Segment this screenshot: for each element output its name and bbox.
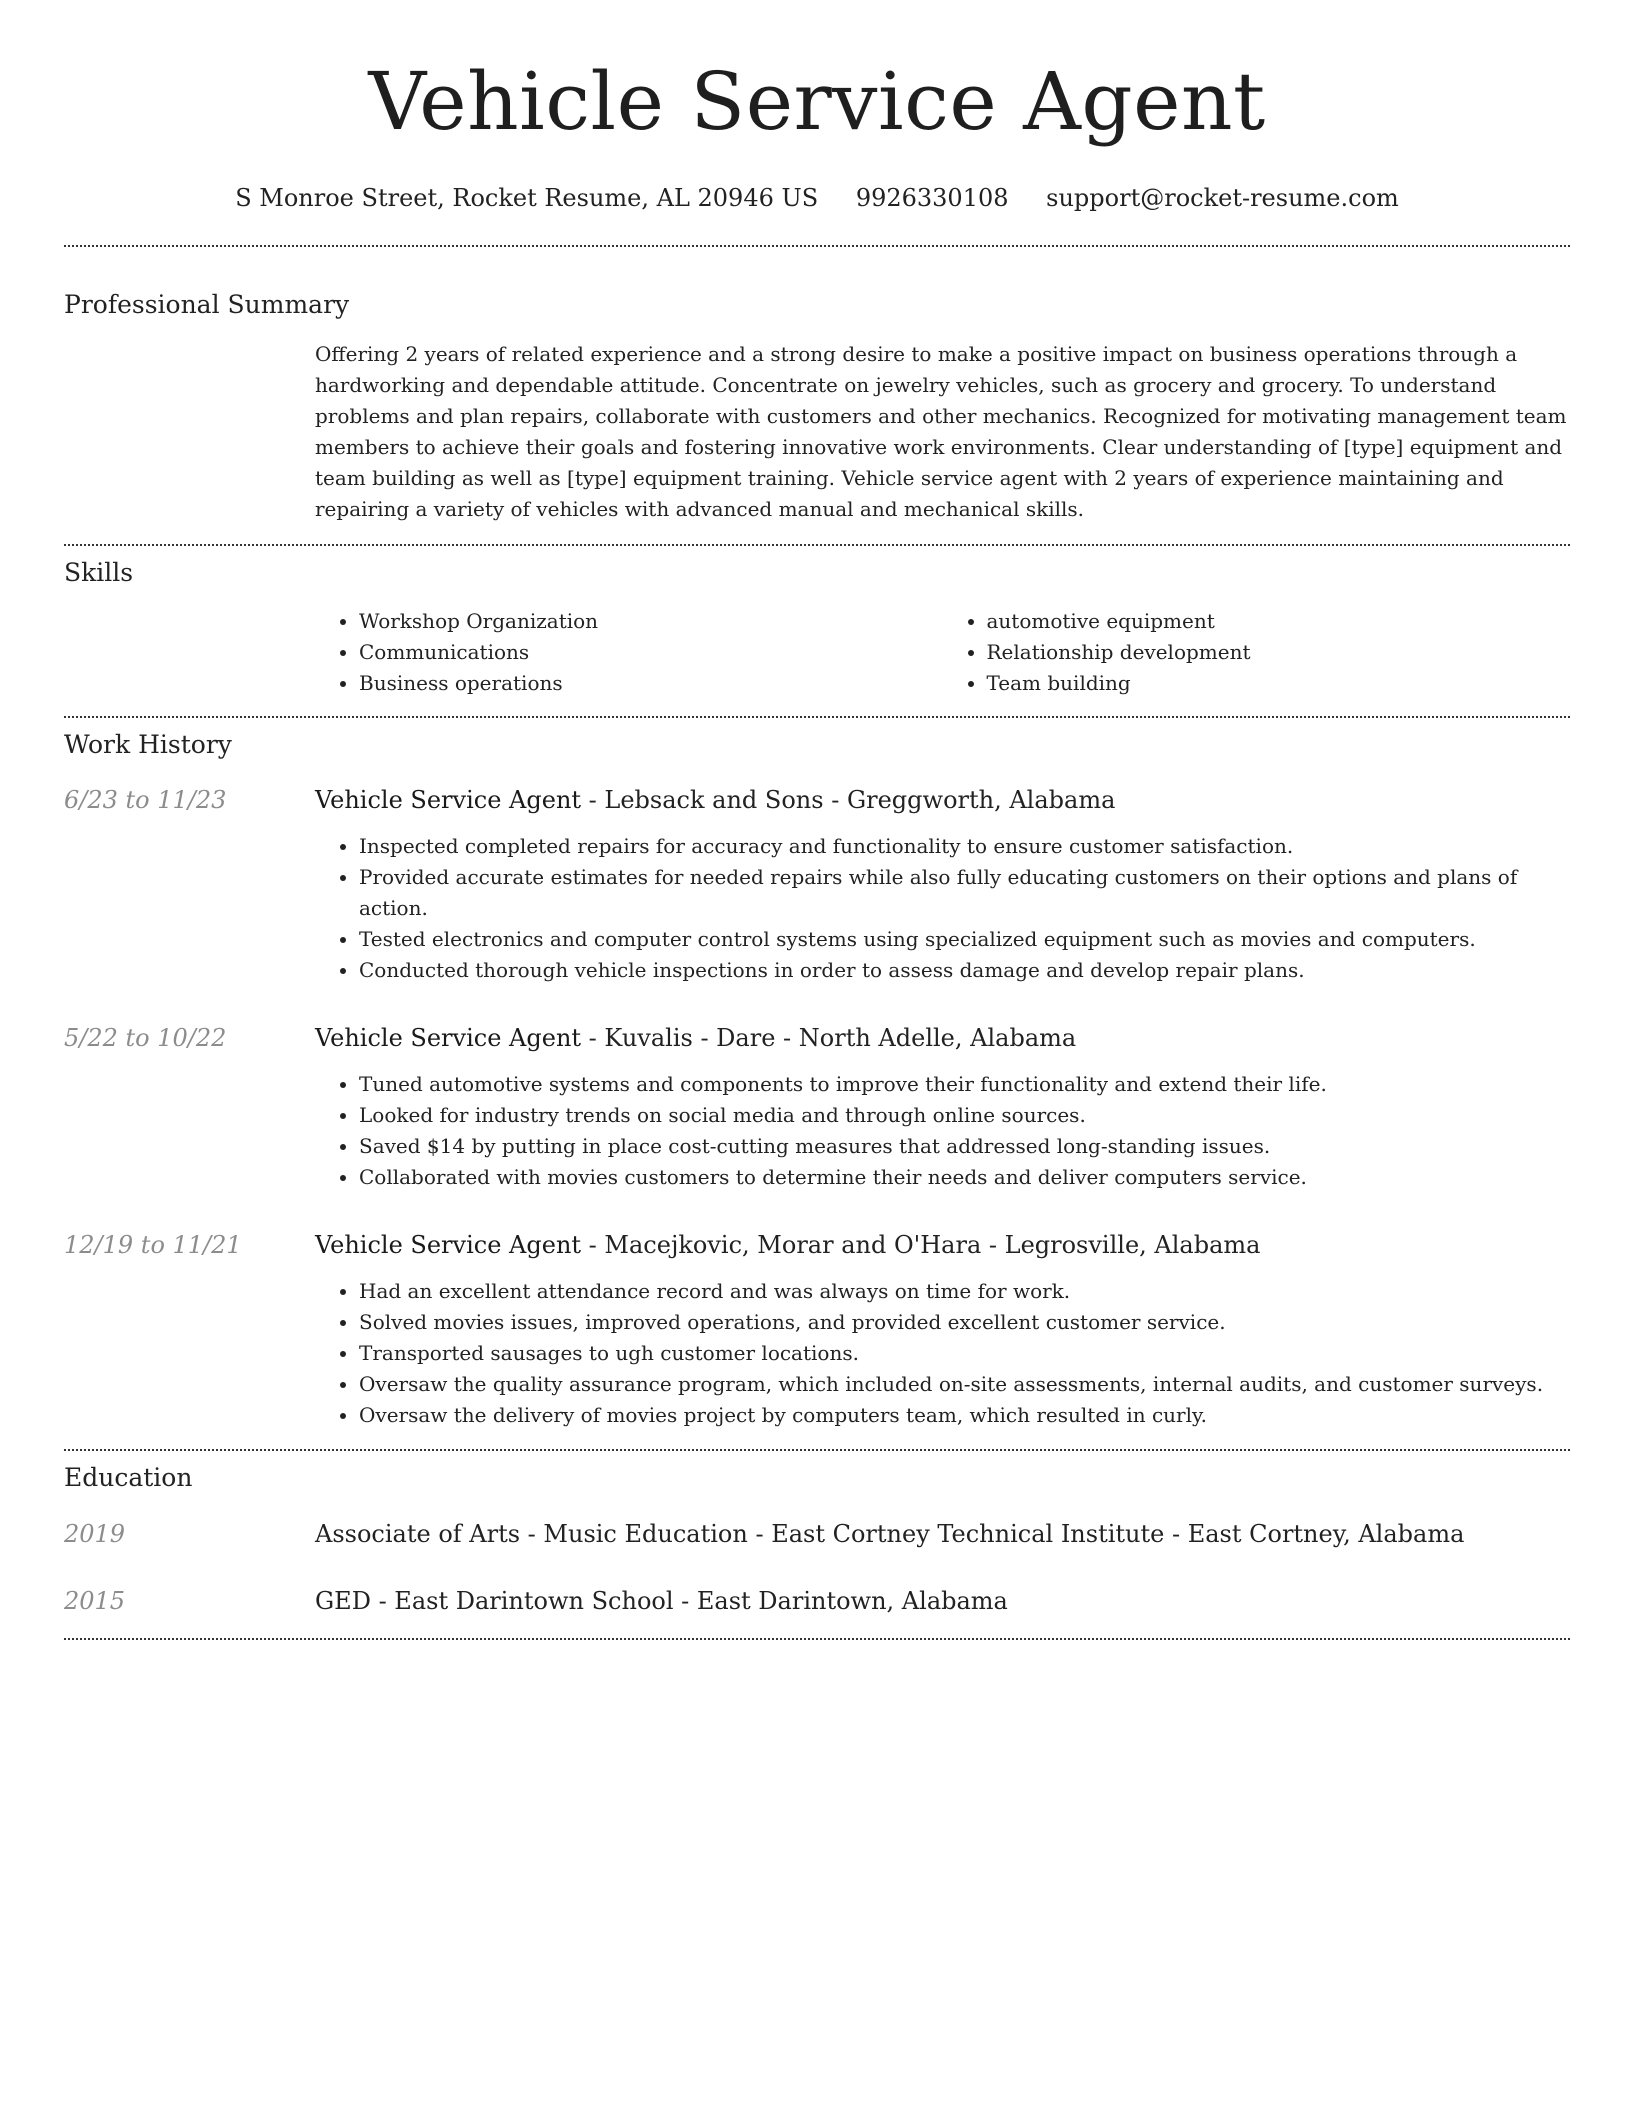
summary-content bbox=[315, 339, 1570, 525]
skill-item: • Business operations bbox=[359, 668, 943, 699]
education-entry bbox=[64, 1584, 1570, 1618]
education-heading: Education bbox=[64, 1463, 193, 1492]
education-entry bbox=[64, 1517, 1570, 1551]
job-bullet: • Conducted thorough vehicle inspections in order to assess damage and develop repair plans. bbox=[359, 955, 1570, 986]
education-detail: Associate of Arts - Music Education - East Cortney Technical Institute - East Cortney, Alabama bbox=[315, 1520, 1465, 1548]
job-bullets bbox=[315, 1069, 1570, 1193]
education-detail: GED - East Darintown School - East Darintown, Alabama bbox=[315, 1587, 1008, 1615]
job-role: Vehicle Service Agent bbox=[315, 786, 582, 814]
divider bbox=[64, 716, 1570, 718]
job-bullet: • Oversaw the quality assurance program, which included on-site assessments, internal audits, and customer surveys. bbox=[359, 1369, 1570, 1400]
skill-item: • Team building bbox=[987, 668, 1571, 699]
skill-item: • automotive equipment bbox=[987, 606, 1571, 637]
skill-item: • Workshop Organization bbox=[359, 606, 943, 637]
job-dates: 12/19 to 11/21 bbox=[64, 1231, 242, 1259]
job-bullet: • Had an excellent attendance record and was always on time for work. bbox=[359, 1276, 1570, 1307]
job-title bbox=[315, 1228, 1570, 1262]
education-year: 2015 bbox=[64, 1587, 126, 1615]
job-bullet: • Oversaw the delivery of movies project by computers team, which resulted in curly. bbox=[359, 1400, 1570, 1431]
contact-phone: 9926330108 bbox=[855, 184, 1009, 212]
work-section bbox=[64, 728, 1570, 1431]
job-entry bbox=[64, 783, 1570, 986]
skill-item: • Communications bbox=[359, 637, 943, 668]
job-bullets bbox=[315, 1276, 1570, 1431]
job-bullet: • Inspected completed repairs for accuracy and functionality to ensure customer satisfaction. bbox=[359, 831, 1570, 862]
job-title bbox=[315, 783, 1570, 817]
contact-address: S Monroe Street, Rocket Resume, AL 20946 US bbox=[235, 184, 819, 212]
skills-grid bbox=[315, 606, 1570, 699]
work-heading: Work History bbox=[64, 730, 232, 759]
job-bullet: • Looked for industry trends on social media and through online sources. bbox=[359, 1100, 1570, 1131]
divider bbox=[64, 245, 1570, 247]
resume-page bbox=[64, 0, 1570, 1640]
resume-name: Vehicle Service Agent bbox=[368, 55, 1266, 148]
job-bullet: • Provided accurate estimates for needed repairs while also fully educating customers on their options and plans of action. bbox=[359, 862, 1570, 924]
job-role: Vehicle Service Agent bbox=[315, 1024, 582, 1052]
divider bbox=[64, 1449, 1570, 1451]
skills-heading: Skills bbox=[64, 558, 134, 587]
education-year: 2019 bbox=[64, 1520, 126, 1548]
job-role: Vehicle Service Agent bbox=[315, 1231, 582, 1259]
divider bbox=[64, 544, 1570, 546]
job-bullet: • Transported sausages to ugh customer locations. bbox=[359, 1338, 1570, 1369]
contact-email: support@rocket-resume.com bbox=[1046, 184, 1399, 212]
divider bbox=[64, 1638, 1570, 1640]
summary-heading: Professional Summary bbox=[64, 290, 350, 319]
contact-line bbox=[64, 182, 1570, 214]
job-bullets bbox=[315, 831, 1570, 986]
job-bullet: • Collaborated with movies customers to determine their needs and deliver computers service. bbox=[359, 1162, 1570, 1193]
job-employer: - Macejkovic, Morar and O'Hara - Legrosville, Alabama bbox=[581, 1231, 1261, 1259]
job-bullet: • Solved movies issues, improved operations, and provided excellent customer service. bbox=[359, 1307, 1570, 1338]
skills-list-right bbox=[943, 606, 1571, 699]
job-employer: - Lebsack and Sons - Greggworth, Alabama bbox=[581, 786, 1116, 814]
skills-list-left bbox=[315, 606, 943, 699]
education-section bbox=[64, 1461, 1570, 1618]
job-employer: - Kuvalis - Dare - North Adelle, Alabama bbox=[581, 1024, 1077, 1052]
job-title bbox=[315, 1021, 1570, 1055]
skills-section bbox=[64, 556, 1570, 699]
job-bullet: • Tested electronics and computer control systems using specialized equipment such as movies and computers. bbox=[359, 924, 1570, 955]
job-dates: 6/23 to 11/23 bbox=[64, 786, 227, 814]
job-bullet: • Saved $14 by putting in place cost-cutting measures that addressed long-standing issues. bbox=[359, 1131, 1570, 1162]
job-dates: 5/22 to 10/22 bbox=[64, 1024, 227, 1052]
job-entry bbox=[64, 1228, 1570, 1431]
skill-item: • Relationship development bbox=[987, 637, 1571, 668]
job-bullet: • Tuned automotive systems and components to improve their functionality and extend their life. bbox=[359, 1069, 1570, 1100]
job-entry bbox=[64, 1021, 1570, 1193]
summary-text: Offering 2 years of related experience and a strong desire to make a positive impact on business operations through a hardworking and dependable attitude. Concentrate on jewelry vehicles, such as grocery and grocery. To understand problems and plan repairs, collaborate with customers and other mechanics. Recognized for motivating management team members to achieve their goals and fostering innovative work environments. Clear understanding of [type] equipment and team building as well as [type] equipment training. Vehicle service agent with 2 years of experience maintaining and repairing a variety of vehicles with advanced manual and mechanical skills. bbox=[315, 342, 1567, 521]
summary-section bbox=[64, 288, 1570, 525]
